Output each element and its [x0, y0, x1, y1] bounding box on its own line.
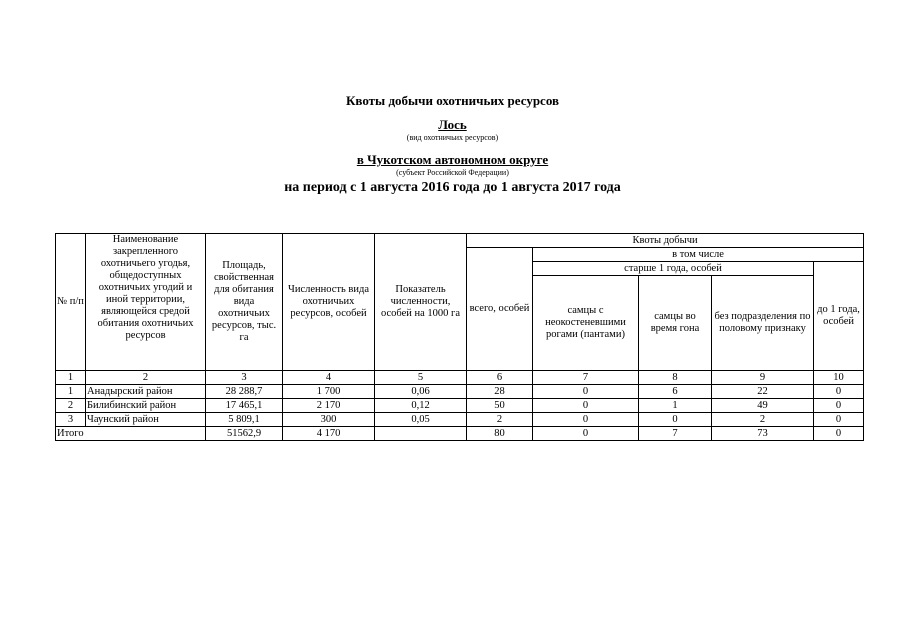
col-header-quota-group: Квоты добычи [467, 234, 864, 248]
row-males-antlers: 0 [533, 413, 639, 427]
row-no-sex: 2 [712, 413, 814, 427]
col-header-name: Наименование закрепленного охотничьего угодья, общедоступных охотничьих угодий и иной территории, являющейся средой обитания охотничьих ресурсов [86, 234, 206, 371]
column-number: 2 [86, 371, 206, 385]
col-header-num: № п/п [56, 234, 86, 371]
total-density [375, 427, 467, 441]
document-title: Квоты добычи охотничьих ресурсов [345, 93, 560, 108]
row-area: 28 288,7 [206, 385, 283, 399]
row-total: 28 [467, 385, 533, 399]
total-population: 4 170 [283, 427, 375, 441]
column-number: 9 [712, 371, 814, 385]
row-total: 50 [467, 399, 533, 413]
row-name: Билибинский район [86, 399, 206, 413]
table-row [56, 399, 864, 413]
total-males-rut: 7 [639, 427, 712, 441]
col-header-older-group: старше 1 года, особей [533, 262, 814, 276]
total-label: Итого [56, 427, 206, 441]
total-males-antlers: 0 [533, 427, 639, 441]
row-density: 0,12 [375, 399, 467, 413]
total-area: 51562,9 [206, 427, 283, 441]
total-no-sex: 73 [712, 427, 814, 441]
row-name: Чаунский район [86, 413, 206, 427]
column-number: 1 [56, 371, 86, 385]
col-header-no-sex: без подразделения по половому признаку [712, 276, 814, 371]
region-caption: (субъект Российской Федерации) [396, 168, 509, 177]
col-header-males-antlers: самцы с неокостеневшими рогами (пантами) [533, 276, 639, 371]
row-num: 2 [56, 399, 86, 413]
row-males-antlers: 0 [533, 399, 639, 413]
row-no-sex: 22 [712, 385, 814, 399]
row-males-rut: 1 [639, 399, 712, 413]
row-population: 2 170 [283, 399, 375, 413]
row-males-antlers: 0 [533, 385, 639, 399]
table-row [56, 413, 864, 427]
species-caption: (вид охотничьих ресурсов) [406, 133, 499, 142]
row-population: 1 700 [283, 385, 375, 399]
row-under-one: 0 [814, 413, 864, 427]
col-header-population: Численность вида охотничьих ресурсов, особей [283, 234, 375, 371]
row-total: 2 [467, 413, 533, 427]
total-total: 80 [467, 427, 533, 441]
column-number: 10 [814, 371, 864, 385]
column-number: 6 [467, 371, 533, 385]
col-header-density: Показатель численности, особей на 1000 га [375, 234, 467, 371]
table-row [56, 385, 864, 399]
total-under-one: 0 [814, 427, 864, 441]
column-number: 8 [639, 371, 712, 385]
column-number: 5 [375, 371, 467, 385]
row-name: Анадырский район [86, 385, 206, 399]
row-area: 17 465,1 [206, 399, 283, 413]
row-num: 3 [56, 413, 86, 427]
row-area: 5 809,1 [206, 413, 283, 427]
col-header-area: Площадь, свойственная для обитания вида охотничьих ресурсов, тыс. га [206, 234, 283, 371]
total-row [56, 427, 864, 441]
row-num: 1 [56, 385, 86, 399]
quota-table [55, 233, 864, 441]
row-no-sex: 49 [712, 399, 814, 413]
col-header-total: всего, особей [467, 248, 533, 371]
period-title: на период с 1 августа 2016 года до 1 августа 2017 года [284, 180, 621, 195]
col-header-under-one: до 1 года, особей [814, 262, 864, 371]
region-name: в Чукотском автономном округе [356, 152, 549, 167]
species-name: Лось [438, 117, 467, 132]
column-number-row [56, 371, 864, 385]
row-density: 0,05 [375, 413, 467, 427]
column-number: 3 [206, 371, 283, 385]
row-males-rut: 6 [639, 385, 712, 399]
row-under-one: 0 [814, 399, 864, 413]
col-header-males-rut: самцы во время гона [639, 276, 712, 371]
header-row [56, 234, 864, 248]
row-population: 300 [283, 413, 375, 427]
row-under-one: 0 [814, 385, 864, 399]
col-header-including: в том числе [533, 248, 864, 262]
column-number: 4 [283, 371, 375, 385]
row-males-rut: 0 [639, 413, 712, 427]
column-number: 7 [533, 371, 639, 385]
row-density: 0,06 [375, 385, 467, 399]
